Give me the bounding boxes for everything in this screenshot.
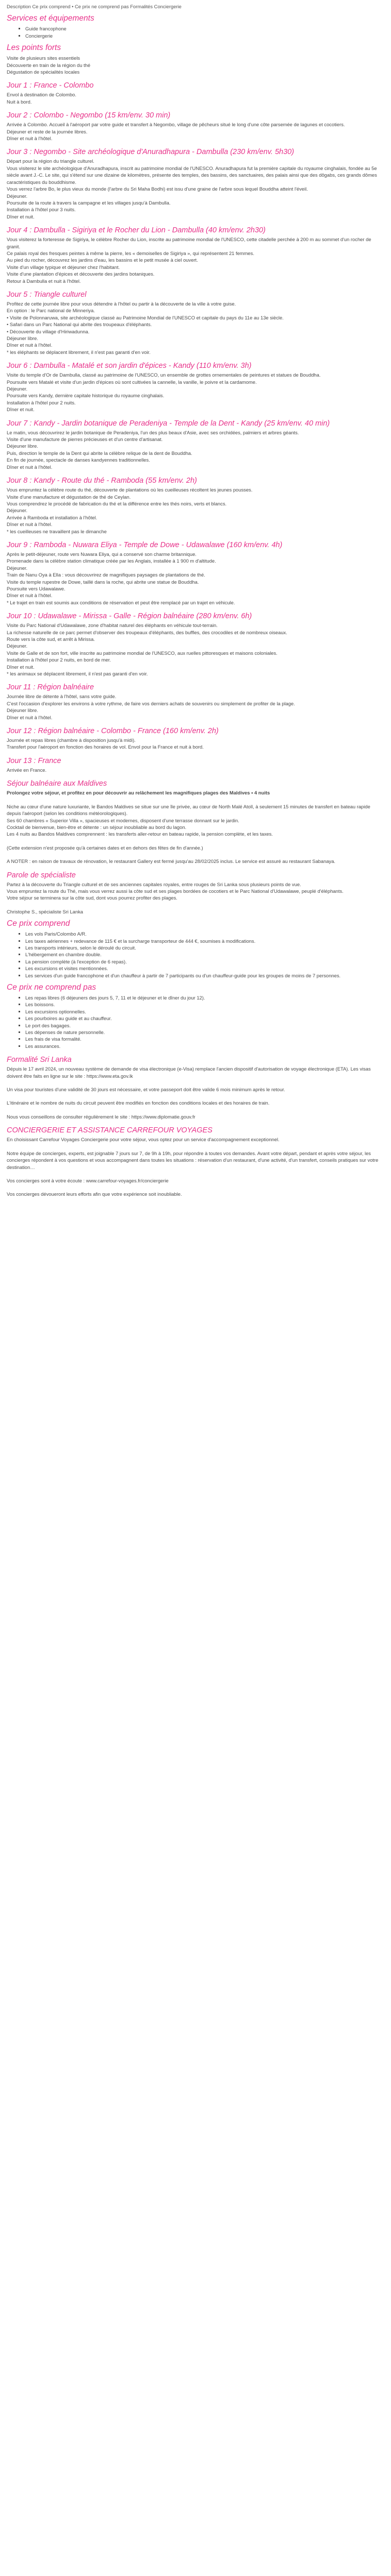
day-line: Au pied du rocher, découvrez les jardins d'eau, les bassins et le petit musée à ciel ouvert. bbox=[7, 257, 198, 263]
day-title: Jour 9 : Ramboda - Nuwara Eliya - Temple de Dowe - Udawalawe (160 km/env. 4h) bbox=[7, 540, 283, 549]
excluded-list bbox=[7, 994, 384, 1049]
day-line: Route vers la côte sud, et arrêt à Mirissa. bbox=[7, 636, 95, 642]
day-line: Dîner et nuit à l'hôtel. bbox=[7, 464, 53, 470]
day-line: Visite d'une manufacture et dégustation de thé de Ceylan. bbox=[7, 494, 131, 500]
day-line: Journée et repas libres (chambre à disposition jusqu'à midi). bbox=[7, 737, 136, 743]
day-line: Ce palais royal des fresques peintes à même la pierre, les « demoiselles de Sigiriya », qui représentent 21 femmes. bbox=[7, 250, 254, 256]
day-line: Dîner et nuit à l'hôtel. bbox=[7, 342, 53, 348]
day-section bbox=[7, 291, 384, 355]
day-section bbox=[7, 226, 384, 284]
highlight-line: Découverte en train de la région du thé bbox=[7, 62, 91, 68]
day-section bbox=[7, 541, 384, 606]
list-item: ▪ Conciergerie bbox=[25, 32, 384, 39]
list-item: ▪ Les services d'un guide francophone et d'un chauffeur à partir de 7 participants ou d'un chauffeur-guide pour les groupes de moins de 7 personnes. bbox=[25, 972, 384, 979]
day-section bbox=[7, 727, 384, 751]
day-line: • Découverte du village d'Hiriwadunna. bbox=[7, 328, 90, 334]
day-title: Jour 12 : Région balnéaire - Colombo - France (160 km/env. 2h) bbox=[7, 727, 219, 736]
day-line: Puis, direction le temple de la Dent qui abrite la célèbre relique de la dent de Bouddha. bbox=[7, 450, 192, 456]
day-title: Jour 6 : Dambulla - Matalé et son jardin d'épices - Kandy (110 km/env. 3h) bbox=[7, 362, 252, 370]
day-title: Jour 2 : Colombo - Negombo (15 km/env. 30 min) bbox=[7, 111, 171, 120]
specialist-title: Parole de spécialiste bbox=[7, 871, 76, 879]
day-line: Arrivée en France. bbox=[7, 767, 47, 773]
list-item: ▪ Les pourboires au guide et au chauffeur. bbox=[25, 1015, 384, 1022]
description-line: Description Ce prix comprend • Ce prix ne comprend pas Formalités Conciergerie bbox=[7, 4, 182, 9]
list-item: ▪ Les taxes aériennes + redevance de 115 € et la surcharge transporteur de 444 €, soumises à modifications. bbox=[25, 938, 384, 944]
itinerary bbox=[7, 81, 384, 773]
day-line: Train de Nanu Oya à Ella : vous découvrirez de magnifiques paysages de plantations de thé. bbox=[7, 572, 205, 578]
concierge-line: Notre équipe de concierges, experts, est joignable 7 jours sur 7, de 9h à 19h, pour répondre à toutes vos demandes. Avant votre départ, pendant et après votre séjour, les concierges répondent à vos questions et vous accompagnent dans toutes les situations : réservation d'un restaurant, d'une activité, d'un transfert, conseils pratiques sur votre destination… bbox=[7, 1150, 379, 1170]
list-item: ▪ La pension complète (à l'exception de 6 repas). bbox=[25, 958, 384, 965]
day-line: Dîner et nuit à l'hôtel. bbox=[7, 714, 53, 720]
day-line: * les éléphants se déplacent librement, il n'est pas garanti d'en voir. bbox=[7, 349, 151, 355]
day-line: Départ pour la région du triangle culturel. bbox=[7, 158, 94, 164]
maldives-line: Cocktail de bienvenue, bien-être et détente : un séjour inoubliable au bord du lagon. bbox=[7, 824, 187, 830]
day-line: La richesse naturelle de ce parc permet d'observer des troupeaux d'éléphants, des buffles, des crocodiles et de nombreux oiseaux. bbox=[7, 629, 287, 635]
day-line: Poursuite vers Matalé et visite d'un jardin d'épices où sont cultivées la cannelle, la vanille, le poivre et la cardamome. bbox=[7, 379, 257, 385]
page bbox=[0, 0, 391, 1208]
list-item: ▪ Le port des bagages. bbox=[25, 1022, 384, 1029]
day-line: Déjeuner. bbox=[7, 386, 28, 392]
list-item: ▪ Les frais de visa formalité. bbox=[25, 1036, 384, 1042]
day-line: C'est l'occasion d'explorer les environs à votre rythme, de faire vos derniers achats de souvenirs ou simplement de profiter de la plage. bbox=[7, 700, 295, 706]
day-line: Déjeuner. bbox=[7, 507, 28, 514]
day-section bbox=[7, 419, 384, 470]
day-line: Poursuite de la route à travers la campagne et les villages jusqu'à Dambulla. bbox=[7, 199, 171, 206]
maldives-line: Les 4 nuits au Bandos Maldives comprennent : les transferts aller-retour en bateau rapide, la pension complète, et les taxes. bbox=[7, 831, 273, 837]
formalities-line: Nous vous conseillons de consulter régulièrement le site : https://www.diplomatie.gouv.fr bbox=[7, 1113, 196, 1120]
specialist-signature: Christophe S., spécialiste Sri Lanka bbox=[7, 908, 83, 914]
day-line: Vous verrez l'arbre Bo, le plus vieux du monde (l'arbre du Sri Maha Bodhi) est issu d'une graine de l'arbre sous lequel Bouddha atteint l'éveil. bbox=[7, 186, 308, 192]
highlights-title: Les points forts bbox=[7, 43, 61, 53]
concierge-title: CONCIERGERIE ET ASSISTANCE CARREFOUR VOYAGES bbox=[7, 1126, 213, 1135]
day-line: Installation à l'hôtel pour 3 nuits. bbox=[7, 207, 76, 213]
specialist-line: Partez à la découverte du Triangle culturel et de ses anciennes capitales royales, entre rouges de Sri Lanka sous plusieurs points de vue. bbox=[7, 881, 301, 887]
specialist-line: Vous empruntez la route du Thé, mais vous verrez aussi la côte sud et ses plages bordées de cocotiers et le Parc National d'Udawalawe, peuplé d'éléphants. bbox=[7, 888, 344, 894]
day-line: Envol à destination de Colombo. bbox=[7, 92, 76, 98]
maldives-line: Ses 60 chambres « Superior Villa », spacieuses et modernes, disposent d'une terrasse donnant sur le jardin. bbox=[7, 817, 239, 823]
concierge-line: En choisissant Carrefour Voyages Conciergerie pour votre séjour, vous optez pour un service d'accompagnement exceptionnel. bbox=[7, 1137, 280, 1143]
day-line: Dîner et nuit. bbox=[7, 213, 35, 219]
day-section bbox=[7, 683, 384, 721]
day-line: Visite du temple d'Or de Dambulla, classé au patrimoine de l'UNESCO, un ensemble de grottes ornementales de peintures et statues de Bouddha. bbox=[7, 372, 321, 378]
day-line: Vous comprendrez le procédé de fabrication du thé et la différence entre les thés noirs, verts et blancs. bbox=[7, 500, 227, 506]
list-item: ▪ Les dépenses de nature personnelle. bbox=[25, 1029, 384, 1036]
day-title: Jour 11 : Région balnéaire bbox=[7, 683, 94, 692]
day-line: Vous empruntez la célèbre route du thé, découverte de plantations où les cueilleuses récoltent les jeunes pousses. bbox=[7, 487, 253, 493]
formalities-line: Un visa pour touristes d'une validité de 30 jours est nécessaire, et votre passeport doit être valide 6 mois minimum après le retour. bbox=[7, 1087, 285, 1093]
day-section bbox=[7, 148, 384, 220]
day-line: Déjeuner libre. bbox=[7, 707, 38, 714]
day-line: Visite d'un village typique et déjeuner chez l'habitant. bbox=[7, 264, 120, 270]
day-section bbox=[7, 111, 384, 142]
day-title: Jour 8 : Kandy - Route du thé - Ramboda (55 km/env. 2h) bbox=[7, 477, 197, 485]
day-line: Vous visiterez la forteresse de Sigiriya, le célèbre Rocher du Lion, inscrite au patrimoine mondial de l'UNESCO, cette citadelle perchée à 200 m au sommet d'un rocher de granit. bbox=[7, 236, 371, 249]
day-line: Vous visiterez le site archéologique d'Anuradhapura, inscrit au patrimoine mondial de l'UNESCO. Anuradhapura fut la première capitale du royaume cinghalais, fondée au 5e siècle avant J.-C. Le site, qui s'étend sur une dizaine de kilomètres, présente des temples, des bassins, des sanctuaires, des palais ainsi que des dôgabs, ces grands dômes caractéristiques du bouddhisme. bbox=[7, 165, 377, 185]
day-line: Visite du temple rupestre de Dowe, taillé dans la roche, qui abrite une statue de Bouddha. bbox=[7, 579, 199, 585]
day-title: Jour 3 : Negombo - Site archéologique d'Anuradhapura - Dambulla (230 km/env. 5h30) bbox=[7, 148, 295, 157]
services-title: Services et équipements bbox=[7, 14, 94, 23]
list-item: ▪ Les excursions et visites mentionnées. bbox=[25, 965, 384, 972]
day-line: En fin de journée, spectacle de danses kandyennes traditionnelles. bbox=[7, 457, 150, 463]
day-line: * les cueilleuses ne travaillent pas le dimanche bbox=[7, 528, 107, 534]
specialist-line: Votre séjour se terminera sur la côte sud, dont vous pourrez profiter des plages. bbox=[7, 895, 177, 901]
formalities-title: Formalité Sri Lanka bbox=[7, 1056, 72, 1064]
day-line: Promenade dans la célèbre station climatique créée par les Anglais, installée à 1 900 m d'altitude. bbox=[7, 558, 216, 564]
day-line: Déjeuner libre. bbox=[7, 335, 38, 341]
day-title: Jour 10 : Udawalawe - Mirissa - Galle - Région balnéaire (280 km/env. 6h) bbox=[7, 612, 252, 621]
included-list bbox=[7, 930, 384, 979]
day-line: Transfert pour l'aéroport en fonction des horaires de vol. Envol pour la France et nuit à bord. bbox=[7, 744, 204, 750]
day-line: Poursuite vers Kandy, dernière capitale historique du royaume cinghalais. bbox=[7, 393, 165, 399]
day-line: En option : le Parc national de Minneriya. bbox=[7, 308, 95, 314]
day-line: Dîner et nuit à l'hôtel. bbox=[7, 521, 53, 528]
day-line: Déjeuner. bbox=[7, 643, 28, 649]
list-item: ▪ Les assurances. bbox=[25, 1043, 384, 1049]
day-line: Déjeuner libre. bbox=[7, 443, 38, 449]
day-title: Jour 4 : Dambulla - Sigiriya et le Rocher du Lion - Dambulla (40 km/env. 2h30) bbox=[7, 226, 266, 235]
day-section bbox=[7, 362, 384, 413]
day-line: • Visite de Polonnaruwa, site archéologique classé au Patrimoine Mondial de l'UNESCO et capitale du pays du 11e au 13e siècle. bbox=[7, 314, 284, 320]
maldives-note: (Cette extension n'est proposée qu'à certaines dates et en dehors des fêtes de fin d'année.) bbox=[7, 844, 203, 851]
day-section bbox=[7, 81, 384, 105]
list-item: ▪ L'hébergement en chambre double. bbox=[25, 951, 384, 958]
day-title: Jour 7 : Kandy - Jardin botanique de Peradeniya - Temple de la Dent - Kandy (25 km/env. 40 min) bbox=[7, 419, 330, 428]
day-title: Jour 5 : Triangle culturel bbox=[7, 290, 87, 299]
list-item: ▪ Les vols Paris/Colombo A/R. bbox=[25, 930, 384, 937]
maldives-note-2: A NOTER : en raison de travaux de rénovation, le restaurant Gallery est fermé jusqu'au 28/02/2025 inclus. Le service est assuré au restaurant Sabanaya. bbox=[7, 858, 336, 865]
day-line: Profitez de cette journée libre pour vous détendre à l'hôtel ou partir à la découverte de la ville à votre guise. bbox=[7, 300, 236, 307]
day-line: Dîner et nuit. bbox=[7, 406, 35, 413]
list-item: ▪ Les repas libres (6 déjeuners des jours 5, 7, 11 et le déjeuner et le dîner du jour 12). bbox=[25, 994, 384, 1001]
day-line: Visite du Parc National d'Udawalawe, zone d'habitat naturel des éléphants en véhicule tout-terrain. bbox=[7, 622, 218, 629]
day-line: Visite d'une plantation d'épices et découverte des jardins botaniques. bbox=[7, 271, 155, 277]
day-line: Déjeuner. bbox=[7, 565, 28, 571]
day-line: Déjeuner. bbox=[7, 193, 28, 199]
included-title: Ce prix comprend bbox=[7, 919, 70, 928]
concierge-line: Vos concierges dévoueront leurs efforts afin que votre expérience soit inoubliable. bbox=[7, 1191, 182, 1197]
day-section bbox=[7, 477, 384, 535]
day-line: Retour à Dambulla et nuit à l'hôtel. bbox=[7, 278, 81, 284]
day-line: Après le petit-déjeuner, route vers Nuwara Eliya, qui a conservé son charme britannique. bbox=[7, 551, 197, 557]
day-line: Nuit à bord. bbox=[7, 98, 32, 105]
day-line: Le matin, vous découvrirez le jardin botanique de Peradeniya, l'un des plus beaux d'Asie, avec ses orchidées, palmiers et arbres géants. bbox=[7, 429, 299, 435]
day-line: Installation à l'hôtel pour 2 nuits. bbox=[7, 399, 76, 405]
maldives-title: Séjour balnéaire aux Maldives bbox=[7, 779, 107, 788]
day-title: Jour 13 : France bbox=[7, 756, 61, 765]
day-line: Visite d'une manufacture de pierres précieuses et d'un centre d'artisanat. bbox=[7, 436, 163, 443]
day-line: • Safari dans un Parc National qui abrite des troupeaux d'éléphants. bbox=[7, 321, 152, 328]
list-item: ▪ Guide francophone bbox=[25, 25, 384, 32]
services-list bbox=[7, 25, 384, 39]
highlight-line: Dégustation de spécialités locales bbox=[7, 69, 80, 75]
day-section bbox=[7, 757, 384, 773]
day-line: Déjeuner et reste de la journée libres. bbox=[7, 128, 88, 134]
day-section bbox=[7, 612, 384, 677]
list-item: ▪ Les boissons. bbox=[25, 1001, 384, 1008]
day-line: Poursuite vers Udawalawe. bbox=[7, 585, 66, 591]
formalities-line: L'itinéraire et le nombre de nuits du circuit peuvent être modifiés en fonction des conditions locales et des horaires de train. bbox=[7, 1100, 270, 1106]
day-title: Jour 1 : France - Colombo bbox=[7, 81, 94, 90]
day-line: * les animaux se déplacent librement, il n'est pas garanti d'en voir. bbox=[7, 671, 148, 677]
day-line: Dîner et nuit à l'hôtel. bbox=[7, 592, 53, 599]
day-line: Dîner et nuit à l'hôtel. bbox=[7, 135, 53, 142]
day-line: Journée libre de détente à l'hôtel, sans votre guide. bbox=[7, 693, 117, 700]
concierge-line: Vos concierges sont à votre écoute : www.carrefour-voyages.fr/conciergerie bbox=[7, 1177, 169, 1183]
day-line: Dîner et nuit. bbox=[7, 664, 35, 670]
excluded-title: Ce prix ne comprend pas bbox=[7, 983, 96, 992]
maldives-line: Niche au cœur d'une nature luxuriante, le Bandos Maldives se situe sur une île privée, au cœur de North Malé Atoll, à seulement 15 minutes de transfert en bateau rapide depuis l'aéroport (selon les conditions météorologiques). bbox=[7, 803, 370, 817]
maldives-intro: Prolongez votre séjour, et profitez en pour découvrir au relâchement les magnifiques plages des Maldives • 4 nuits bbox=[7, 790, 270, 796]
day-line: Arrivée à Ramboda et installation à l'hôtel. bbox=[7, 514, 97, 520]
day-line: Installation à l'hôtel pour 2 nuits, en bord de mer. bbox=[7, 657, 111, 663]
list-item: ▪ Les excursions optionnelles. bbox=[25, 1008, 384, 1015]
day-line: Arrivée à Colombo. Accueil à l'aéroport par votre guide et transfert à Negombo, village de pêcheurs situé le long d'une côte parsemée de lagunes et cocotiers. bbox=[7, 122, 345, 128]
day-line: Visite de Galle et de son fort, ville inscrite au patrimoine mondial de l'UNESCO, aux ruelles pittoresques et maisons coloniales. bbox=[7, 650, 278, 656]
highlight-line: Visite de plusieurs sites essentiels bbox=[7, 55, 80, 61]
list-item: ▪ Les transports intérieurs, selon le déroulé du circuit. bbox=[25, 944, 384, 951]
formalities-line: Dépuis le 17 avril 2024, un nouveau système de demande de visa électronique (e-Visa) remplace l'ancien dispositif d'autorisation de voyage électronique (ETA). Les visas doivent être faits en ligne sur le site : https://www.eta.gov.lk bbox=[7, 1066, 371, 1079]
day-line: * Le trajet en train est soumis aux conditions de réservation et peut être remplacé par un trajet en véhicule. bbox=[7, 599, 235, 605]
